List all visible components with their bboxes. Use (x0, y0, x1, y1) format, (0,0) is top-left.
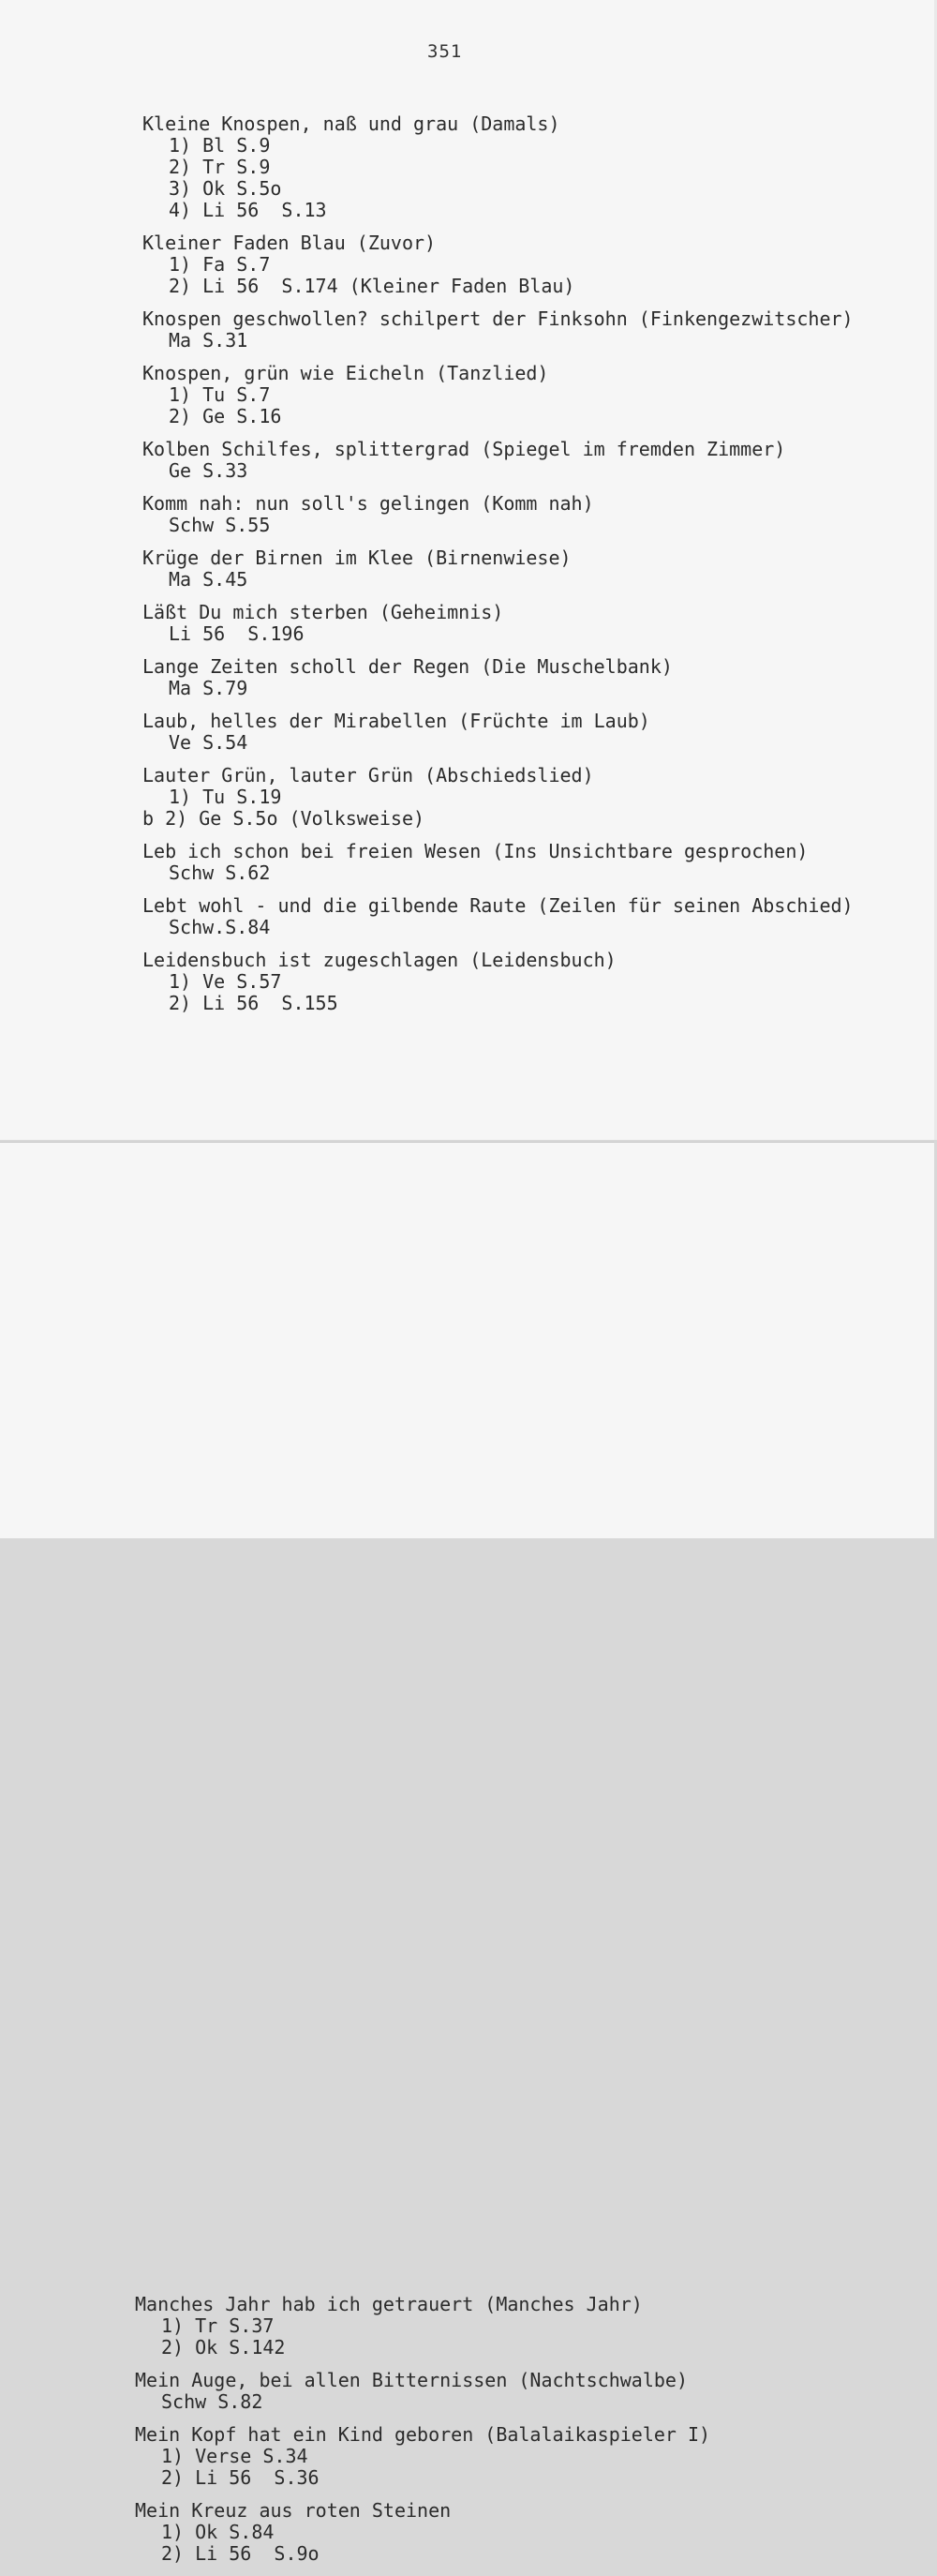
entry-title: Kleine Knospen, naß und grau (Damals) (142, 112, 560, 135)
index-entry (135, 2294, 710, 2359)
index-entry (142, 711, 854, 754)
index-entry (135, 2370, 710, 2413)
entry-title: Krüge der Birnen im Klee (Birnenwiese) (142, 547, 572, 569)
entry-title: Mein Auge, bei allen Bitternissen (Nachtschwalbe) (135, 2369, 689, 2391)
index-entry (142, 232, 854, 297)
entry-reference: 2) Tr S.9 (169, 156, 271, 178)
entry-reference: 1) Ok S.84 (161, 2521, 275, 2543)
entry-title: Mein Kreuz aus roten Steinen (135, 2499, 452, 2522)
index-entry (142, 439, 854, 482)
index-entry (142, 950, 854, 1014)
index-entry (142, 602, 854, 645)
entry-reference: 1) Fa S.7 (169, 253, 271, 276)
entry-title: Lebt wohl - und die gilbende Raute (Zeilen für seinen Abschied) (142, 894, 854, 917)
index-entry (135, 2424, 710, 2489)
entry-reference: 4) Li 56 S.13 (169, 199, 327, 221)
entry-reference: 1) Bl S.9 (169, 134, 271, 157)
entry-list-lower (135, 2294, 710, 2576)
index-entry (142, 547, 854, 591)
entry-reference: Ma S.45 (169, 568, 248, 591)
entry-title: Laub, helles der Mirabellen (Früchte im Laub) (142, 710, 650, 732)
entry-title: Komm nah: nun soll's gelingen (Komm nah) (142, 492, 594, 515)
entry-title: Leidensbuch ist zugeschlagen (Leidensbuch) (142, 949, 617, 971)
entry-reference: 2) Li 56 S.155 (169, 992, 338, 1014)
index-entry (142, 765, 854, 830)
entry-reference: Li 56 S.196 (169, 622, 305, 645)
entry-reference: Ge S.33 (169, 459, 248, 482)
entry-title: Knospen geschwollen? schilpert der Finksohn (Finkengezwitscher) (142, 307, 854, 330)
entry-reference: Schw S.82 (161, 2390, 263, 2413)
entry-reference: 1) Ve S.57 (169, 970, 282, 993)
entry-title: Kleiner Faden Blau (Zuvor) (142, 232, 437, 254)
entry-reference: 1) Verse S.34 (161, 2445, 308, 2467)
index-entry (142, 493, 854, 536)
entry-reference: 3) Ok S.5o (169, 177, 282, 200)
entry-reference: 2) Li 56 S.9o (161, 2542, 320, 2565)
entry-reference: b 2) Ge S.5o (Volksweise) (142, 807, 425, 830)
entry-reference: Schw S.62 (169, 861, 271, 884)
entry-reference: Ma S.31 (169, 329, 248, 352)
entry-title: Manches Jahr hab ich getrauert (Manches Jahr) (135, 2293, 643, 2315)
entry-reference: Ma S.79 (169, 677, 248, 699)
entry-title: Kolben Schilfes, splittergrad (Spiegel im fremden Zimmer) (142, 438, 786, 460)
index-entry (135, 2500, 710, 2565)
entry-title: Lange Zeiten scholl der Regen (Die Muschelbank) (142, 655, 673, 678)
entry-reference: Ve S.54 (169, 731, 248, 754)
index-card-lower (0, 1142, 934, 2565)
entry-reference: Schw S.55 (169, 514, 271, 536)
index-entry (142, 656, 854, 699)
entry-reference: 2) Li 56 S.174 (Kleiner Faden Blau) (169, 275, 575, 297)
entry-title: Läßt Du mich sterben (Geheimnis) (142, 601, 504, 623)
entry-reference: 1) Tr S.37 (161, 2314, 275, 2337)
entry-reference: 2) Ok S.142 (161, 2336, 286, 2359)
entry-reference: Schw.S.84 (169, 916, 271, 938)
index-entry (142, 363, 854, 427)
entry-title: Mein Kopf hat ein Kind geboren (Balalaikaspieler I) (135, 2423, 711, 2446)
index-entry (142, 841, 854, 884)
entry-title: Leb ich schon bei freien Wesen (Ins Unsichtbare gesprochen) (142, 840, 809, 862)
entry-reference: 2) Ge S.16 (169, 405, 282, 427)
entry-reference: 1) Tu S.19 (169, 786, 282, 808)
index-entry (142, 113, 854, 221)
entry-title: Knospen, grün wie Eicheln (Tanzlied) (142, 362, 549, 384)
entry-reference: 2) Li 56 S.36 (161, 2466, 320, 2489)
index-entry (142, 895, 854, 938)
entry-reference: 1) Tu S.7 (169, 383, 271, 406)
index-card-upper (0, 0, 937, 1140)
index-entry (142, 308, 854, 352)
entry-title: Lauter Grün, lauter Grün (Abschiedslied) (142, 764, 594, 786)
entry-list-upper (142, 113, 854, 1026)
page-number: 351 (427, 41, 463, 62)
